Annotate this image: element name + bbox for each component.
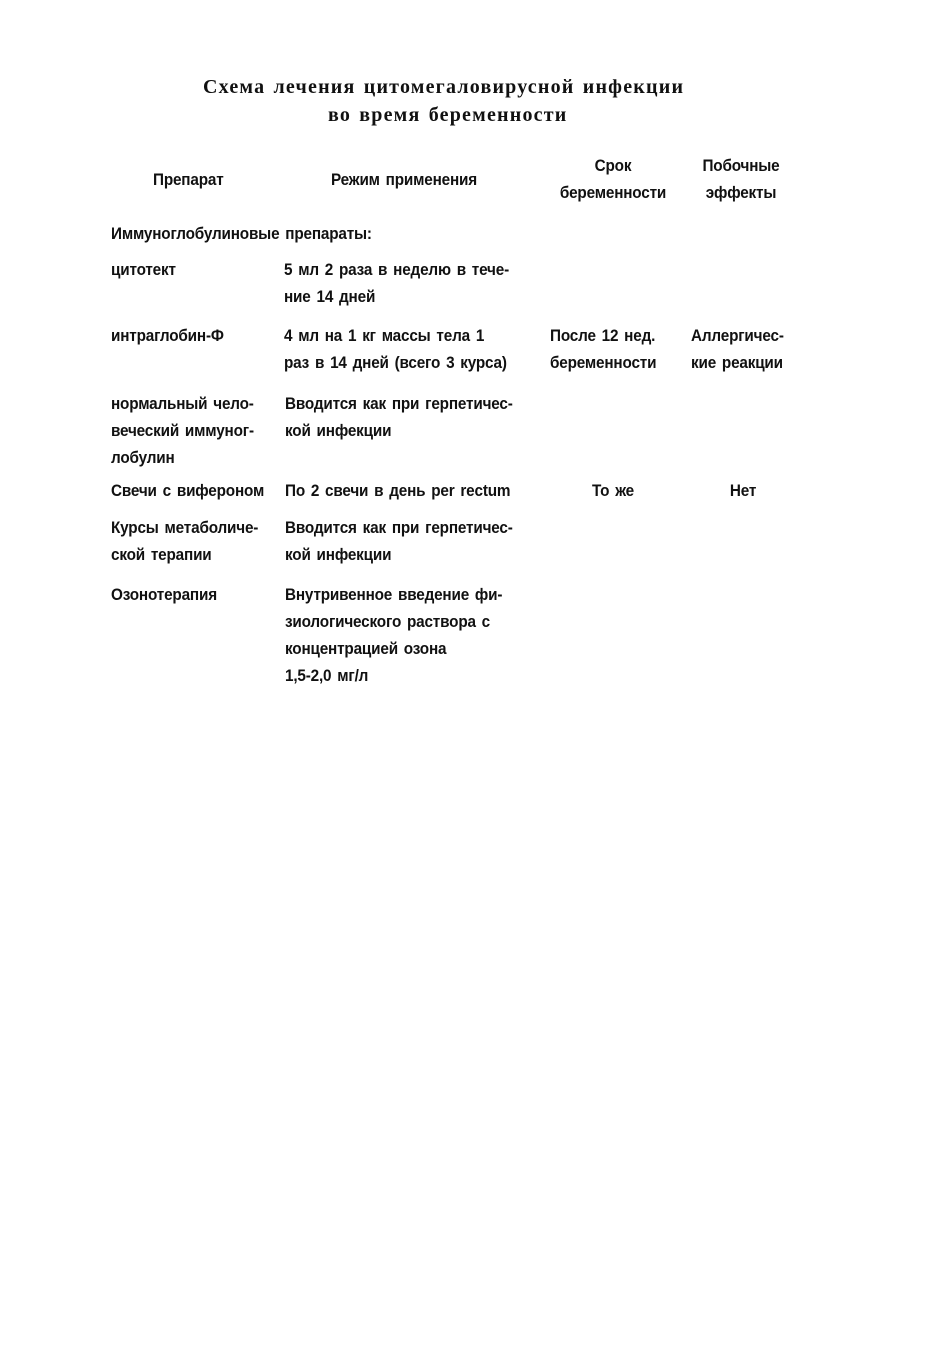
cell-regimen: 4 мл на 1 кг массы тела 1 раз в 14 дней (всего 3 курса) xyxy=(284,326,507,372)
document-title-line-2: во время беременности xyxy=(328,104,568,126)
cell-regimen: Внутривенное введение фи- зиологического раствора с концентрацией озона 1,5-2,0 мг/л xyxy=(285,585,503,685)
cell-drug: Свечи с вифероном xyxy=(111,481,265,500)
cell-term: То же xyxy=(591,481,635,500)
header-regimen: Режим применения xyxy=(331,170,478,189)
cell-side-effects: Нет xyxy=(729,481,757,500)
group-label-immunoglobulins: Иммуноглобулиновые препараты: xyxy=(111,224,372,243)
cell-term: После 12 нед. беременности xyxy=(550,326,657,372)
cell-drug: цитотект xyxy=(111,260,176,279)
cell-drug: нормальный чело- веческий иммуног- лобулин xyxy=(111,394,254,467)
cell-drug: интраглобин-Ф xyxy=(111,326,224,345)
cell-regimen: Вводится как при герпетичес- кой инфекции xyxy=(285,394,513,440)
cell-drug: Озонотерапия xyxy=(111,585,217,604)
cell-drug: Курсы метаболиче- ской терапии xyxy=(111,518,259,564)
document-title-line-1: Схема лечения цитомегаловирусной инфекции xyxy=(203,76,685,98)
cell-regimen: По 2 свечи в день per rectum xyxy=(285,481,511,500)
header-side-effects: Побочные эффекты xyxy=(702,156,780,202)
cell-side-effects: Аллергичес- кие реакции xyxy=(691,326,784,372)
header-drug: Препарат xyxy=(153,170,224,189)
cell-regimen: Вводится как при герпетичес- кой инфекции xyxy=(285,518,513,564)
header-term: Срок беременности xyxy=(559,156,667,202)
cell-regimen: 5 мл 2 раза в неделю в тече- ние 14 дней xyxy=(284,260,510,306)
